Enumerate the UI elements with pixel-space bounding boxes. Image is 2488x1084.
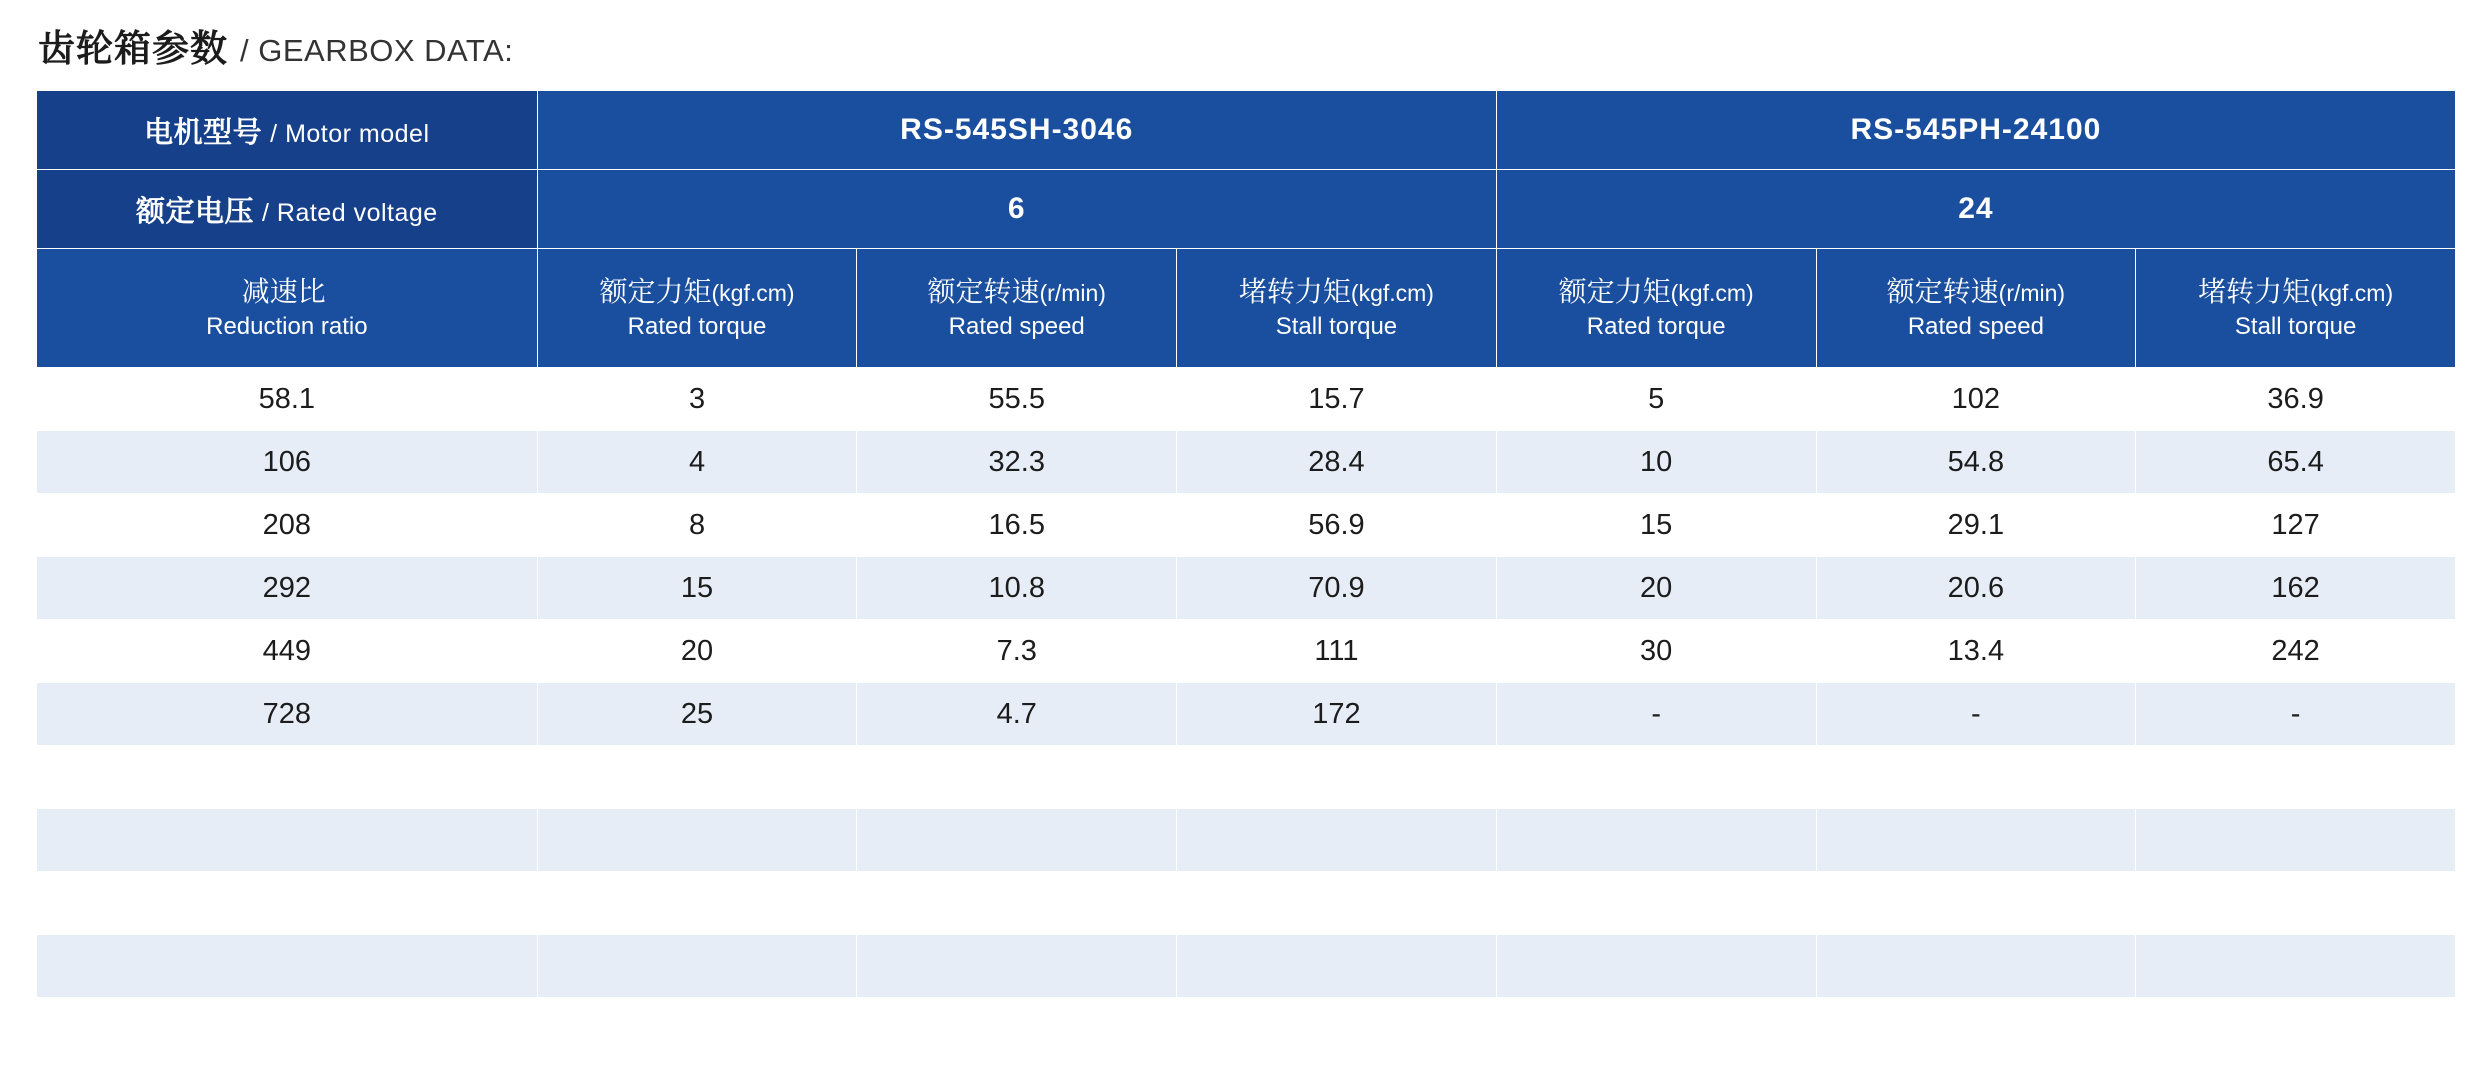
column-header-1-en: Rated torque [627, 312, 767, 340]
table-row [37, 935, 2456, 998]
cell-reduction-ratio: 58.1 [37, 368, 538, 431]
cell-reduction-ratio: 208 [37, 494, 538, 557]
cell-rated-speed-a [857, 809, 1177, 872]
cell-rated-torque-a [537, 746, 857, 809]
cell-rated-torque-b: 15 [1496, 494, 1816, 557]
cell-stall-torque-b [2136, 872, 2456, 935]
cell-reduction-ratio: 449 [37, 620, 538, 683]
cell-stall-torque-a [1177, 872, 1497, 935]
column-header-3-en: Stall torque [1275, 312, 1398, 340]
cell-rated-speed-a [857, 935, 1177, 998]
cell-rated-torque-b [1496, 872, 1816, 935]
column-header-5 [1816, 249, 2136, 368]
rated-voltage-value-2: 24 [1496, 170, 2455, 249]
cell-stall-torque-b [2136, 935, 2456, 998]
cell-rated-speed-a: 16.5 [857, 494, 1177, 557]
motor-model-value-2: RS-545PH-24100 [1496, 91, 2455, 170]
column-header-row [37, 249, 2456, 368]
column-header-2 [857, 249, 1177, 368]
motor-model-label-en: / Motor model [270, 119, 430, 148]
column-header-1 [537, 249, 857, 368]
cell-rated-torque-a: 3 [537, 368, 857, 431]
cell-rated-speed-b: 54.8 [1816, 431, 2136, 494]
cell-rated-speed-b: 29.1 [1816, 494, 2136, 557]
column-header-2-cn: 额定转速(r/min) [927, 275, 1106, 307]
column-header-2-en: Rated speed [948, 312, 1085, 340]
rated-voltage-value-1: 6 [537, 170, 1496, 249]
cell-stall-torque-a [1177, 746, 1497, 809]
cell-rated-torque-a [537, 809, 857, 872]
column-header-5-cn: 额定转速(r/min) [1886, 275, 2066, 307]
cell-stall-torque-b: - [2136, 683, 2456, 746]
cell-rated-torque-a: 8 [537, 494, 857, 557]
table-row [37, 809, 2456, 872]
cell-rated-torque-a: 4 [537, 431, 857, 494]
table-row [37, 620, 2456, 683]
cell-rated-torque-b [1496, 809, 1816, 872]
motor-model-row [37, 91, 2456, 170]
cell-rated-torque-b: 20 [1496, 557, 1816, 620]
cell-reduction-ratio [37, 809, 538, 872]
table-row [37, 746, 2456, 809]
cell-rated-torque-b [1496, 935, 1816, 998]
cell-stall-torque-a [1177, 935, 1497, 998]
cell-reduction-ratio [37, 872, 538, 935]
table-row [37, 557, 2456, 620]
cell-rated-speed-b: 20.6 [1816, 557, 2136, 620]
cell-stall-torque-b: 162 [2136, 557, 2456, 620]
page-title-en: / GEARBOX DATA: [240, 33, 514, 68]
rated-voltage-label-cn: 额定电压 [135, 195, 254, 228]
rated-voltage-label-en: / Rated voltage [262, 198, 438, 227]
cell-rated-speed-a: 7.3 [857, 620, 1177, 683]
cell-stall-torque-b: 127 [2136, 494, 2456, 557]
table-row [37, 431, 2456, 494]
column-header-6-en: Stall torque [2234, 312, 2357, 340]
cell-rated-speed-b: 102 [1816, 368, 2136, 431]
column-header-4-cn: 额定力矩(kgf.cm) [1558, 275, 1754, 307]
column-header-6 [2136, 249, 2456, 368]
cell-stall-torque-b: 65.4 [2136, 431, 2456, 494]
cell-stall-torque-b: 36.9 [2136, 368, 2456, 431]
cell-stall-torque-b [2136, 746, 2456, 809]
cell-rated-torque-b: 30 [1496, 620, 1816, 683]
column-header-4 [1496, 249, 1816, 368]
cell-rated-speed-a: 32.3 [857, 431, 1177, 494]
cell-rated-speed-a: 4.7 [857, 683, 1177, 746]
cell-rated-speed-b [1816, 746, 2136, 809]
cell-reduction-ratio: 728 [37, 683, 538, 746]
cell-stall-torque-b: 242 [2136, 620, 2456, 683]
column-header-5-en: Rated speed [1907, 312, 2044, 340]
cell-stall-torque-a: 56.9 [1177, 494, 1497, 557]
table-header [37, 91, 2456, 368]
cell-rated-speed-a: 55.5 [857, 368, 1177, 431]
cell-rated-speed-b: 13.4 [1816, 620, 2136, 683]
cell-stall-torque-a: 172 [1177, 683, 1497, 746]
rated-voltage-row [37, 170, 2456, 249]
cell-rated-torque-b: 5 [1496, 368, 1816, 431]
cell-rated-torque-a: 15 [537, 557, 857, 620]
cell-reduction-ratio [37, 935, 538, 998]
cell-rated-speed-a [857, 872, 1177, 935]
motor-model-value-1: RS-545SH-3046 [537, 91, 1496, 170]
cell-reduction-ratio: 292 [37, 557, 538, 620]
cell-stall-torque-a [1177, 809, 1497, 872]
column-header-0-en: Reduction ratio [206, 312, 368, 340]
column-header-3 [1177, 249, 1497, 368]
column-header-0 [37, 249, 538, 368]
cell-rated-speed-b [1816, 809, 2136, 872]
cell-stall-torque-a: 28.4 [1177, 431, 1497, 494]
cell-rated-speed-a: 10.8 [857, 557, 1177, 620]
cell-stall-torque-b [2136, 809, 2456, 872]
cell-rated-torque-b [1496, 746, 1816, 809]
table-row [37, 683, 2456, 746]
motor-model-label-cell [37, 91, 538, 170]
cell-rated-speed-b [1816, 935, 2136, 998]
motor-model-label-cn: 电机型号 [144, 116, 263, 149]
column-header-4-en: Rated torque [1586, 312, 1726, 340]
cell-rated-torque-a [537, 935, 857, 998]
table-row [37, 368, 2456, 431]
page-title-cn: 齿轮箱参数 [38, 28, 228, 69]
cell-rated-torque-a: 20 [537, 620, 857, 683]
table-body [37, 368, 2456, 998]
cell-rated-torque-a [537, 872, 857, 935]
cell-rated-speed-b [1816, 872, 2136, 935]
cell-rated-torque-b: 10 [1496, 431, 1816, 494]
gearbox-data-table [36, 90, 2456, 998]
column-header-1-cn: 额定力矩(kgf.cm) [599, 275, 795, 307]
cell-rated-speed-b: - [1816, 683, 2136, 746]
column-header-0-cn: 减速比 [241, 275, 326, 307]
column-header-3-cn: 堵转力矩(kgf.cm) [1238, 275, 1434, 307]
column-header-6-cn: 堵转力矩(kgf.cm) [2198, 275, 2394, 307]
table-row [37, 872, 2456, 935]
cell-rated-torque-b: - [1496, 683, 1816, 746]
table-row [37, 494, 2456, 557]
rated-voltage-label-cell [37, 170, 538, 249]
cell-reduction-ratio [37, 746, 538, 809]
cell-rated-torque-a: 25 [537, 683, 857, 746]
cell-reduction-ratio: 106 [37, 431, 538, 494]
cell-stall-torque-a: 15.7 [1177, 368, 1497, 431]
cell-stall-torque-a: 70.9 [1177, 557, 1497, 620]
page-title [38, 0, 2454, 90]
cell-rated-speed-a [857, 746, 1177, 809]
cell-stall-torque-a: 111 [1177, 620, 1497, 683]
